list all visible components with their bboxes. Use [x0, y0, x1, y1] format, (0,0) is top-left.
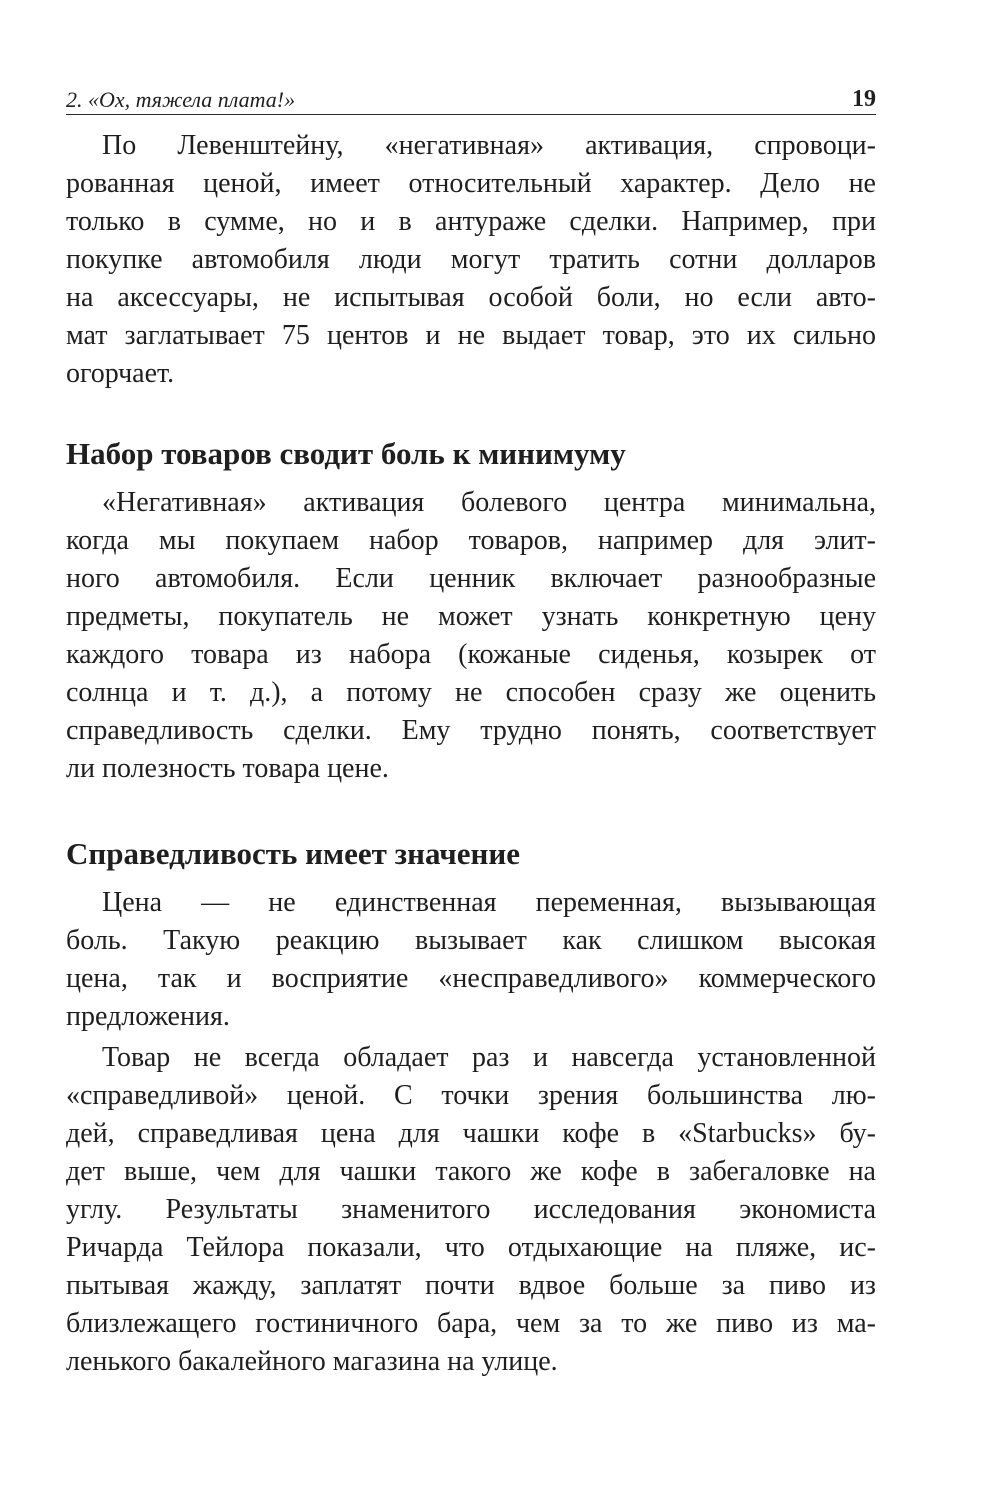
paragraph-fairness-2	[66, 1039, 876, 1381]
text-line: огорчает.	[66, 358, 175, 389]
running-header	[66, 84, 876, 115]
paragraph-intro	[66, 127, 876, 393]
text-line: близлежащего гостиничного бара, чем за то же пиво из ма-	[66, 1308, 876, 1339]
text-line: ли полезность товара цене.	[66, 753, 389, 784]
text-line: мат заглатывает 75 центов и не выдает товар, это их сильно	[66, 320, 876, 351]
text-line: когда мы покупаем набор товаров, например для элит-	[66, 525, 876, 556]
text-line: рованная ценой, имеет относительный характер. Дело не	[66, 168, 876, 199]
text-line: дет выше, чем для чашки такого же кофе в забегаловке на	[66, 1156, 876, 1187]
section-heading-fairness: Справедливость имеет значение	[66, 836, 520, 871]
section-heading-bundle: Набор товаров сводит боль к минимуму	[66, 436, 626, 471]
text-line: цена, так и восприятие «несправедливого» коммерческого	[66, 963, 876, 994]
text-line: предметы, покупатель не может узнать конкретную цену	[66, 601, 876, 632]
text-line: солнца и т. д.), а потому не способен сразу же оценить	[66, 677, 876, 708]
text-line: ного автомобиля. Если ценник включает разнообразные	[66, 563, 876, 594]
text-line: предложения.	[66, 1001, 230, 1032]
text-line: дей, справедливая цена для чашки кофе в «Starbucks» бу-	[66, 1118, 876, 1149]
text-line: По Левенштейну, «негативная» активация, спровоци-	[102, 130, 876, 161]
text-line: «справедливой» ценой. С точки зрения большинства лю-	[66, 1080, 876, 1111]
text-line: углу. Результаты знаменитого исследования экономиста	[66, 1194, 876, 1225]
body-text	[66, 127, 876, 1381]
text-line: на аксессуары, не испытывая особой боли, но если авто-	[66, 282, 876, 313]
paragraph-fairness-1	[66, 884, 876, 1036]
text-line: Товар не всегда обладает раз и навсегда установленной	[102, 1042, 876, 1073]
text-line: каждого товара из набора (кожаные сиденья, козырек от	[66, 639, 876, 670]
text-line: покупке автомобиля люди могут тратить сотни долларов	[66, 244, 876, 275]
text-line: Цена — не единственная переменная, вызывающая	[102, 887, 876, 918]
text-line: боль. Такую реакцию вызывает как слишком высокая	[66, 925, 876, 956]
text-line: пытывая жажду, заплатят почти вдвое больше за пиво из	[66, 1270, 876, 1301]
page-number: 19	[852, 86, 876, 112]
text-line: только в сумме, но и в антураже сделки. Например, при	[66, 206, 876, 237]
running-title: 2. «Ох, тяжела плата!»	[66, 87, 296, 112]
text-line: ленького бакалейного магазина на улице.	[66, 1346, 558, 1377]
text-line: Ричарда Тейлора показали, что отдыхающие на пляже, ис-	[66, 1232, 876, 1263]
text-line: справедливость сделки. Ему трудно понять, соответствует	[66, 715, 876, 746]
text-line: «Негативная» активация болевого центра минимальна,	[102, 487, 876, 518]
paragraph-bundle	[66, 484, 876, 788]
